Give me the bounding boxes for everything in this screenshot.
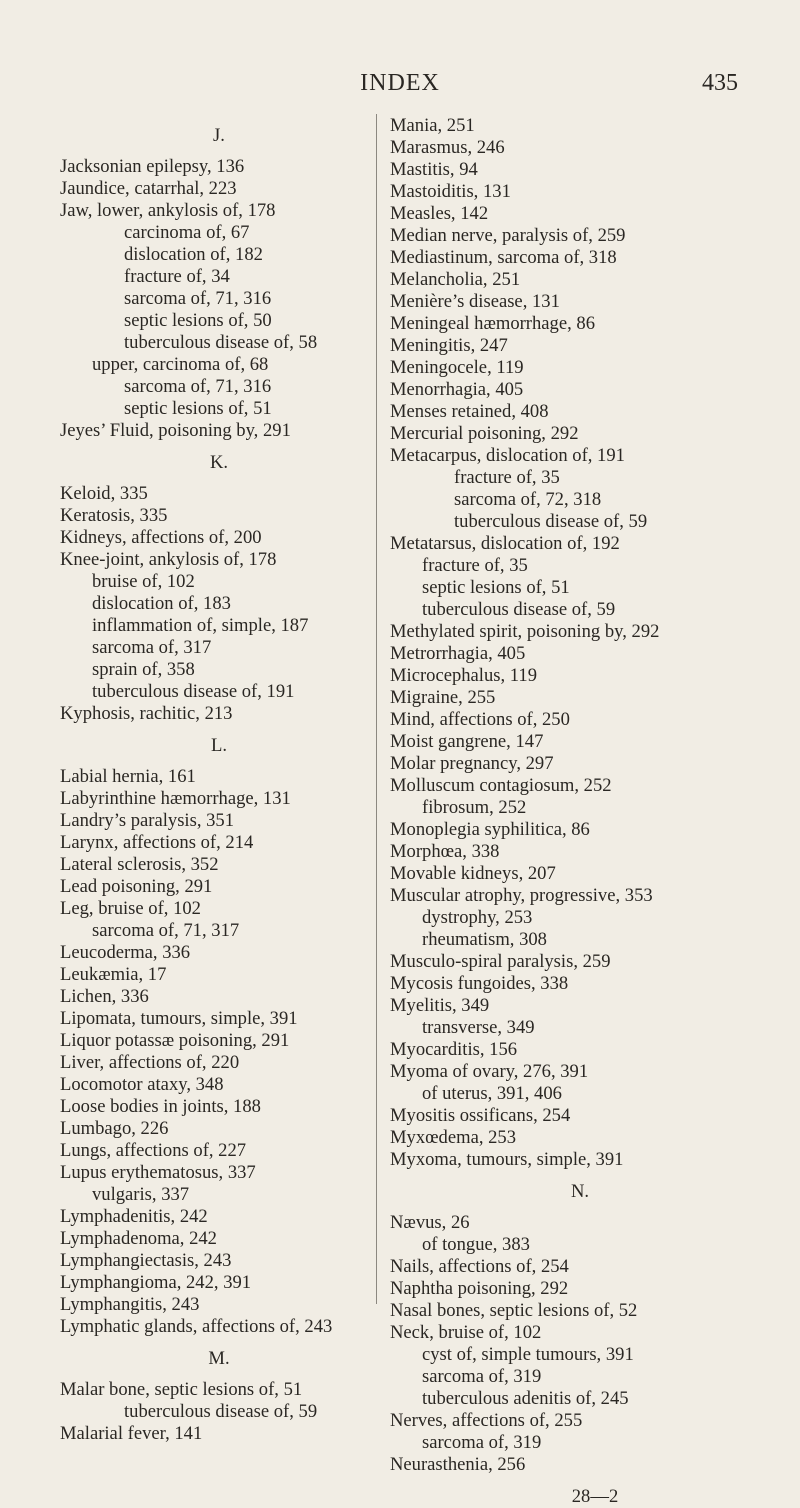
index-entry: Knee-joint, ankylosis of, 178 — [60, 549, 277, 570]
index-entry: Mind, affections of, 250 — [390, 709, 570, 730]
index-entry: tuberculous disease of, 59 — [422, 599, 616, 620]
index-entry: Lumbago, 226 — [60, 1118, 169, 1139]
index-entry: Muscular atrophy, progressive, 353 — [390, 885, 653, 906]
index-entry: Loose bodies in joints, 188 — [60, 1096, 261, 1117]
index-entry: Mania, 251 — [390, 115, 475, 136]
index-entry: Nails, affections of, 254 — [390, 1256, 569, 1277]
index-entry: inflammation of, simple, 187 — [92, 615, 309, 636]
index-entry: cyst of, simple tumours, 391 — [422, 1344, 634, 1365]
index-entry: Menses retained, 408 — [390, 401, 549, 422]
index-entry: Lymphangitis, 243 — [60, 1294, 200, 1315]
index-entry: Metacarpus, dislocation of, 191 — [390, 445, 625, 466]
index-entry: Jacksonian epilepsy, 136 — [60, 156, 245, 177]
index-entry: Landry’s paralysis, 351 — [60, 810, 235, 831]
section-letter: M. — [208, 1348, 230, 1369]
index-entry: Locomotor ataxy, 348 — [60, 1074, 224, 1095]
index-entry: Larynx, affections of, 214 — [60, 832, 254, 853]
index-entry: Molar pregnancy, 297 — [390, 753, 554, 774]
index-entry: Meningeal hæmorrhage, 86 — [390, 313, 595, 334]
index-entry: Keloid, 335 — [60, 483, 148, 504]
index-entry: Metatarsus, dislocation of, 192 — [390, 533, 620, 554]
index-entry: of tongue, 383 — [422, 1234, 530, 1255]
index-entry: Kidneys, affections of, 200 — [60, 527, 262, 548]
index-entry: Microcephalus, 119 — [390, 665, 537, 686]
index-entry: Malarial fever, 141 — [60, 1423, 203, 1444]
index-entry: Nævus, 26 — [390, 1212, 470, 1233]
page-header — [0, 0, 800, 110]
index-entry: upper, carcinoma of, 68 — [92, 354, 269, 375]
index-entry: Jaw, lower, ankylosis of, 178 — [60, 200, 276, 221]
index-entry: Naphtha poisoning, 292 — [390, 1278, 569, 1299]
index-entry: sarcoma of, 71, 316 — [124, 376, 272, 397]
index-column-left — [60, 115, 378, 1445]
index-entry: transverse, 349 — [422, 1017, 535, 1038]
index-entry: Lymphangiectasis, 243 — [60, 1250, 232, 1271]
index-entry: Mastitis, 94 — [390, 159, 478, 180]
index-entry: Leukæmia, 17 — [60, 964, 167, 985]
index-entry: Neurasthenia, 256 — [390, 1454, 526, 1475]
index-entry: Lymphangioma, 242, 391 — [60, 1272, 252, 1293]
index-entry: Myxœdema, 253 — [390, 1127, 517, 1148]
index-entry: Lungs, affections of, 227 — [60, 1140, 247, 1161]
index-entry: Liquor potassæ poisoning, 291 — [60, 1030, 290, 1051]
index-entry: Meningocele, 119 — [390, 357, 524, 378]
index-entry: dystrophy, 253 — [422, 907, 533, 928]
index-entry: tuberculous disease of, 59 — [124, 1401, 318, 1422]
index-entry: Lichen, 336 — [60, 986, 149, 1007]
page-title: INDEX — [360, 70, 440, 96]
section-letter: K. — [209, 452, 229, 473]
index-entry: Lupus erythematosus, 337 — [60, 1162, 256, 1183]
index-entry: Lymphadenoma, 242 — [60, 1228, 217, 1249]
section-letter: J. — [213, 125, 225, 146]
index-entry: carcinoma of, 67 — [124, 222, 250, 243]
section-letter: N. — [570, 1181, 590, 1202]
index-entry: septic lesions of, 51 — [124, 398, 272, 419]
index-entry: Kyphosis, rachitic, 213 — [60, 703, 233, 724]
index-entry: Jeyes’ Fluid, poisoning by, 291 — [60, 420, 291, 441]
index-entry: Lipomata, tumours, simple, 391 — [60, 1008, 298, 1029]
index-entry: Menière’s disease, 131 — [390, 291, 560, 312]
index-entry: Labial hernia, 161 — [60, 766, 196, 787]
index-entry: tuberculous disease of, 59 — [454, 511, 648, 532]
index-entry: vulgaris, 337 — [92, 1184, 190, 1205]
index-entry: Leucoderma, 336 — [60, 942, 191, 963]
index-entry: Jaundice, catarrhal, 223 — [60, 178, 237, 199]
index-entry: Nasal bones, septic lesions of, 52 — [390, 1300, 638, 1321]
index-entry: Morphœa, 338 — [390, 841, 500, 862]
index-entry: Lateral sclerosis, 352 — [60, 854, 219, 875]
index-entry: Movable kidneys, 207 — [390, 863, 556, 884]
index-entry: Lymphatic glands, affections of, 243 — [60, 1316, 333, 1337]
index-entry: fracture of, 34 — [124, 266, 230, 287]
index-entry: Myositis ossificans, 254 — [390, 1105, 571, 1126]
page-number: 435 — [702, 70, 738, 96]
index-entry: sprain of, 358 — [92, 659, 195, 680]
index-entry: Mercurial poisoning, 292 — [390, 423, 579, 444]
index-entry: sarcoma of, 71, 316 — [124, 288, 272, 309]
index-entry: Myoma of ovary, 276, 391 — [390, 1061, 589, 1082]
signature-mark: 28—2 — [571, 1486, 619, 1507]
index-entry: Keratosis, 335 — [60, 505, 168, 526]
index-entry: Methylated spirit, poisoning by, 292 — [390, 621, 660, 642]
index-entry: Molluscum contagiosum, 252 — [390, 775, 612, 796]
index-entry: sarcoma of, 319 — [422, 1366, 542, 1387]
index-entry: Leg, bruise of, 102 — [60, 898, 201, 919]
index-entry: Myelitis, 349 — [390, 995, 490, 1016]
index-entry: Malar bone, septic lesions of, 51 — [60, 1379, 303, 1400]
index-entry: Musculo-spiral paralysis, 259 — [390, 951, 611, 972]
index-entry: Median nerve, paralysis of, 259 — [390, 225, 626, 246]
index-entry: Metrorrhagia, 405 — [390, 643, 526, 664]
index-entry: tuberculous disease of, 191 — [92, 681, 295, 702]
index-entry: sarcoma of, 72, 318 — [454, 489, 602, 510]
index-entry: Neck, bruise of, 102 — [390, 1322, 542, 1343]
index-entry: Moist gangrene, 147 — [390, 731, 544, 752]
index-entry: Meningitis, 247 — [390, 335, 508, 356]
index-entry: Labyrinthine hæmorrhage, 131 — [60, 788, 291, 809]
index-entry: Menorrhagia, 405 — [390, 379, 524, 400]
index-entry: of uterus, 391, 406 — [422, 1083, 562, 1104]
index-column-right — [390, 115, 770, 1508]
index-entry: fracture of, 35 — [454, 467, 560, 488]
index-entry: Nerves, affections of, 255 — [390, 1410, 583, 1431]
index-entry: Mastoiditis, 131 — [390, 181, 511, 202]
index-entry: septic lesions of, 50 — [124, 310, 272, 331]
index-entry: dislocation of, 182 — [124, 244, 263, 265]
index-entry: Liver, affections of, 220 — [60, 1052, 240, 1073]
index-entry: tuberculous adenitis of, 245 — [422, 1388, 629, 1409]
index-entry: septic lesions of, 51 — [422, 577, 570, 598]
index-entry: Mediastinum, sarcoma of, 318 — [390, 247, 617, 268]
index-entry: rheumatism, 308 — [422, 929, 547, 950]
index-entry: Mycosis fungoides, 338 — [390, 973, 569, 994]
index-entry: sarcoma of, 71, 317 — [92, 920, 240, 941]
index-entry: Migraine, 255 — [390, 687, 496, 708]
index-entry: Lead poisoning, 291 — [60, 876, 213, 897]
index-entry: dislocation of, 183 — [92, 593, 231, 614]
index-entry: Marasmus, 246 — [390, 137, 505, 158]
index-entry: fibrosum, 252 — [422, 797, 527, 818]
section-letter: L. — [210, 735, 227, 756]
index-entry: sarcoma of, 317 — [92, 637, 212, 658]
index-entry: Melancholia, 251 — [390, 269, 521, 290]
index-entry: sarcoma of, 319 — [422, 1432, 542, 1453]
index-entry: Myxoma, tumours, simple, 391 — [390, 1149, 624, 1170]
index-entry: bruise of, 102 — [92, 571, 195, 592]
index-entry: Lymphadenitis, 242 — [60, 1206, 208, 1227]
index-entry: tuberculous disease of, 58 — [124, 332, 318, 353]
index-entry: Measles, 142 — [390, 203, 489, 224]
index-entry: Myocarditis, 156 — [390, 1039, 518, 1060]
index-entry: Monoplegia syphilitica, 86 — [390, 819, 590, 840]
index-entry: fracture of, 35 — [422, 555, 528, 576]
